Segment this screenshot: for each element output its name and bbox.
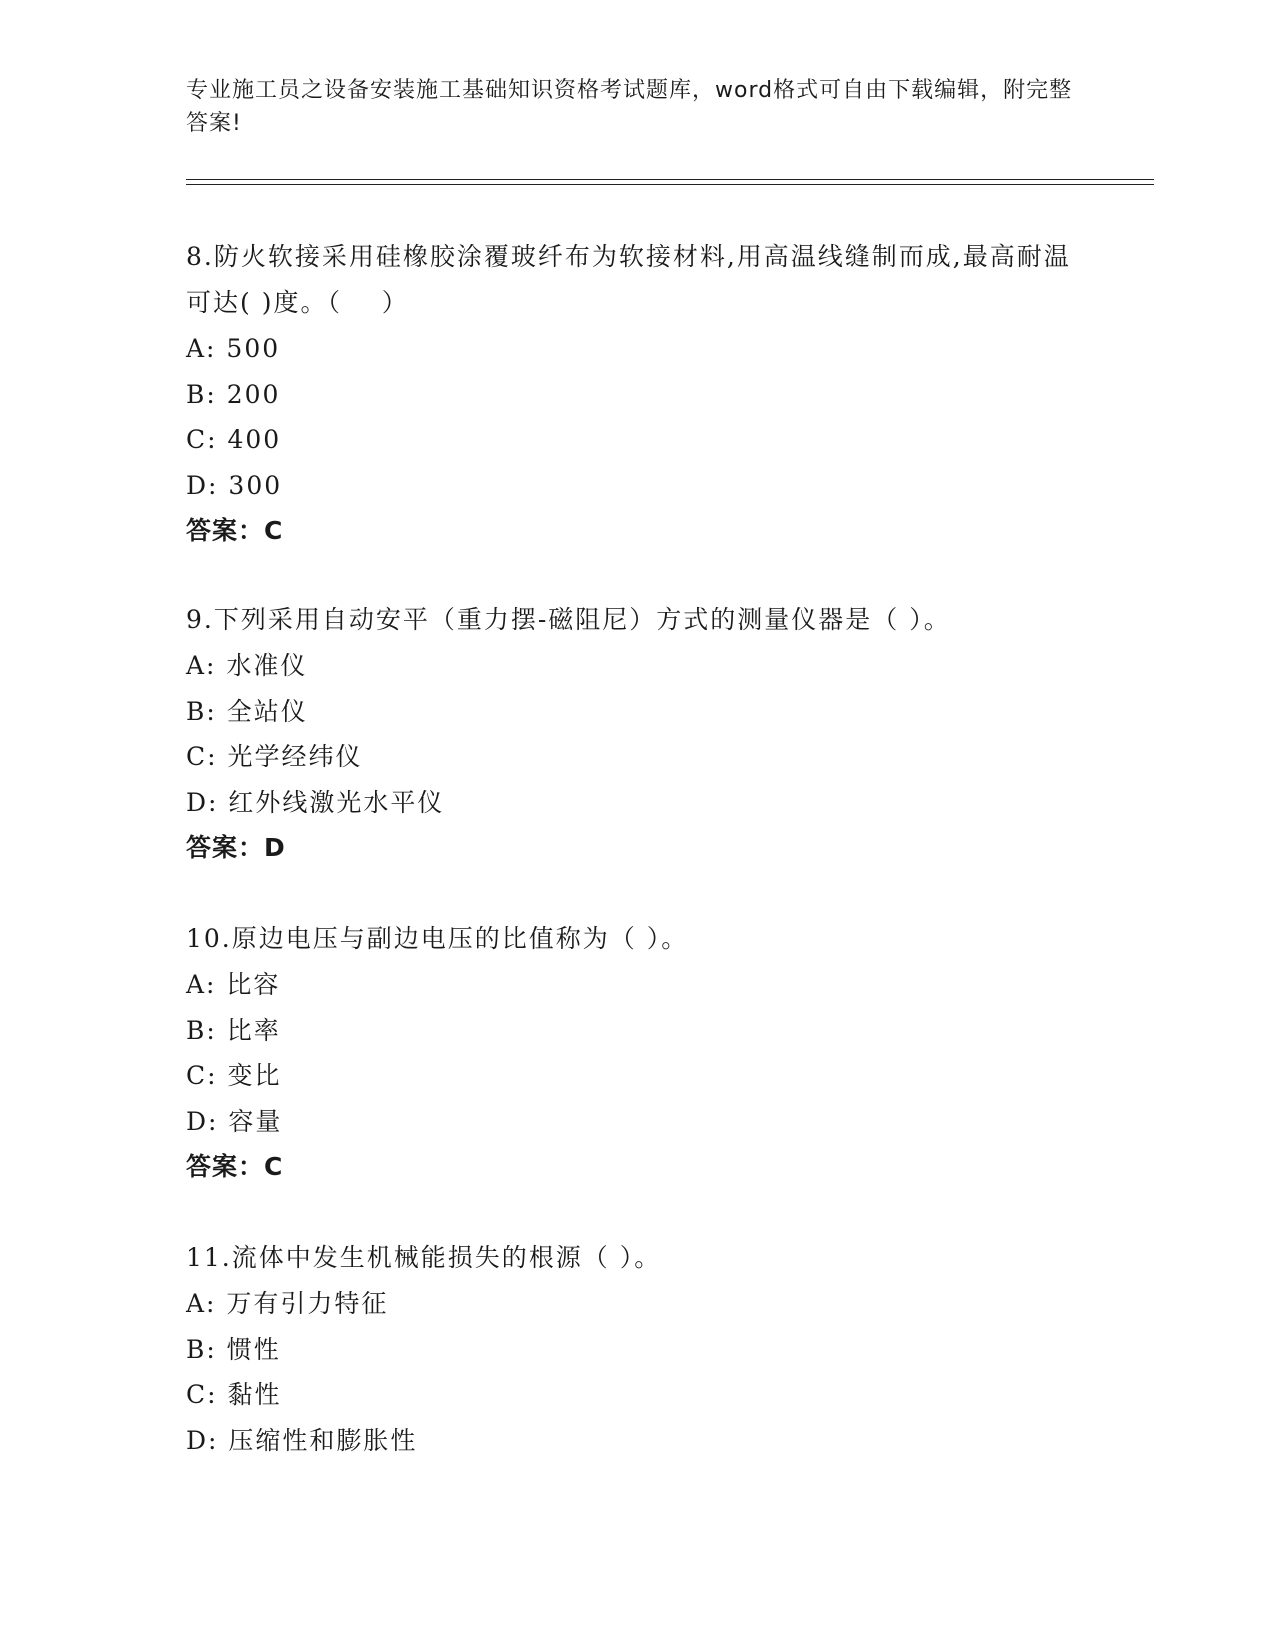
option-b: B: 200 bbox=[186, 379, 281, 409]
option-c: C: 变比 bbox=[186, 1061, 282, 1090]
option-c: C: 光学经纬仪 bbox=[186, 742, 363, 771]
question-stem: 10.原边电压与副边电压的比值称为（ ）。 bbox=[186, 924, 689, 953]
option-d: D: 压缩性和膨胀性 bbox=[186, 1425, 418, 1455]
answer: 答案：C bbox=[186, 1152, 284, 1181]
option-a: A: 水准仪 bbox=[186, 651, 308, 680]
option-b: B: 全站仪 bbox=[186, 696, 308, 726]
question-11 bbox=[186, 1235, 1086, 1463]
question-stem: 11.流体中发生机械能损失的根源（ ）。 bbox=[186, 1243, 662, 1272]
option-c: C: 400 bbox=[186, 425, 282, 454]
option-d: D: 容量 bbox=[186, 1106, 283, 1136]
option-a: A: 万有引力特征 bbox=[186, 1289, 389, 1318]
question-10 bbox=[186, 916, 1086, 1190]
option-a: A: 比容 bbox=[186, 970, 281, 999]
option-d: D: 红外线激光水平仪 bbox=[186, 787, 445, 817]
answer: 答案：C bbox=[186, 516, 284, 545]
question-stem: 8.防火软接采用硅橡胶涂覆玻纤布为软接材料,用高温线缝制而成,最高耐温可达( )度。（ ） bbox=[186, 242, 1071, 317]
header-divider-top bbox=[186, 179, 1154, 180]
question-stem: 9.下列采用自动安平（重力摆-磁阻尼）方式的测量仪器是（ ）。 bbox=[186, 605, 951, 634]
question-8 bbox=[186, 234, 1086, 554]
option-a: A: 500 bbox=[186, 334, 281, 363]
question-9 bbox=[186, 597, 1086, 871]
option-b: B: 比率 bbox=[186, 1015, 281, 1045]
option-d: D: 300 bbox=[186, 470, 283, 500]
answer: 答案：D bbox=[186, 833, 286, 862]
header-divider-bottom bbox=[186, 184, 1154, 185]
document-header: 专业施工员之设备安装施工基础知识资格考试题库，word格式可自由下载编辑，附完整答案! bbox=[186, 78, 1073, 136]
option-c: C: 黏性 bbox=[186, 1380, 282, 1409]
option-b: B: 惯性 bbox=[186, 1334, 281, 1364]
